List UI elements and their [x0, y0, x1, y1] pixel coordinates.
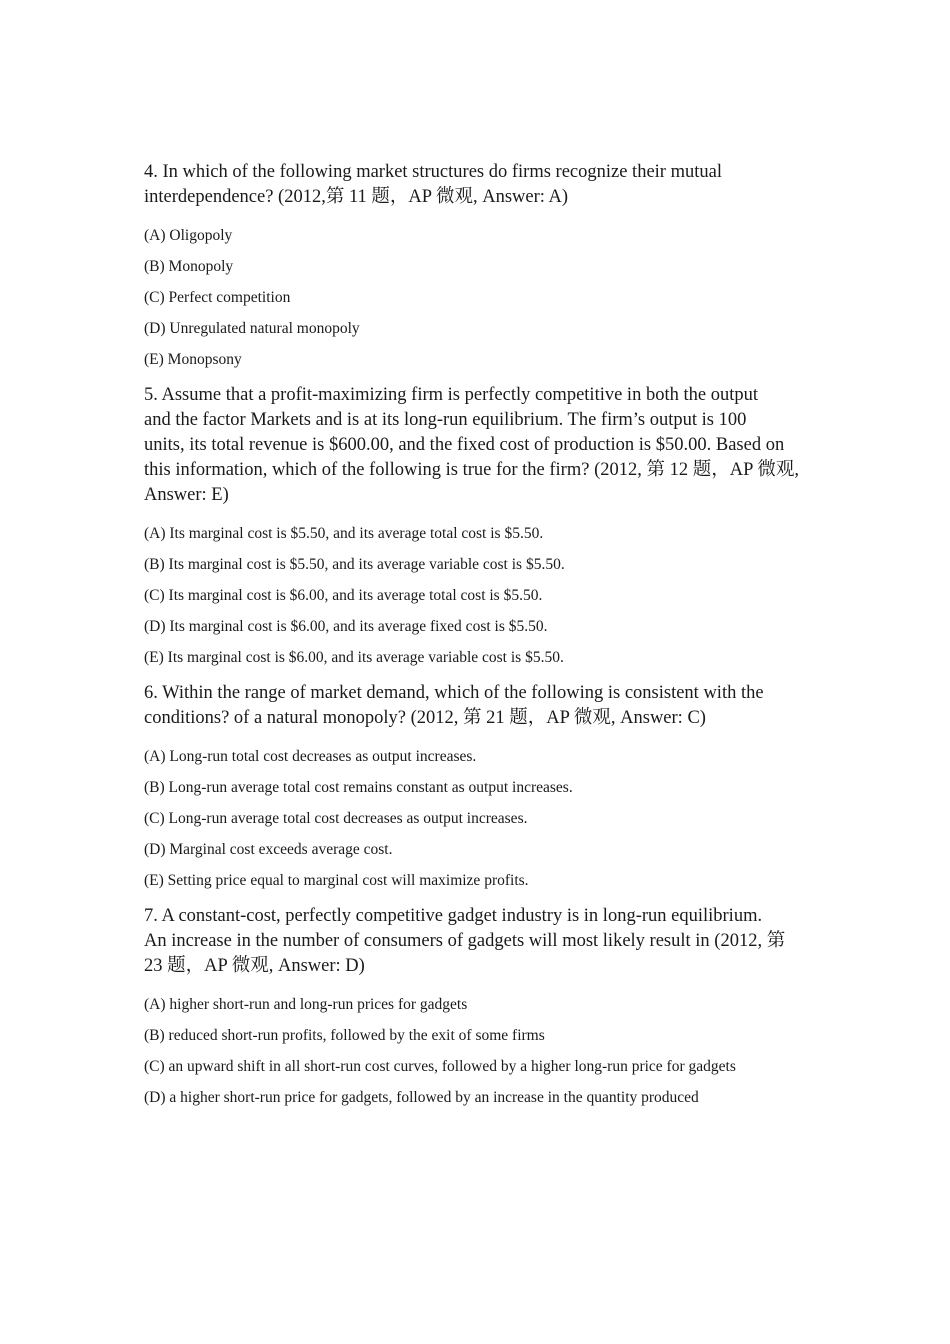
option-d: (D) Unregulated natural monopoly	[144, 320, 360, 337]
stem-line: this information, which of the following is true for the firm? (2012, 第 12 题，AP 微观,	[144, 460, 799, 480]
question-7-stem	[144, 904, 814, 979]
option-c: (C) Its marginal cost is $6.00, and its average total cost is $5.50.	[144, 587, 543, 604]
question-7-options	[144, 995, 814, 1107]
stem-line: and the factor Markets and is at its long-run equilibrium. The firm’s output is 100	[144, 410, 747, 430]
option-e: (E) Setting price equal to marginal cost will maximize profits.	[144, 872, 529, 889]
stem-line: 23 题，AP 微观, Answer: D)	[144, 956, 365, 976]
stem-line: An increase in the number of consumers of gadgets will most likely result in (2012, 第	[144, 931, 786, 951]
option-a: (A) Its marginal cost is $5.50, and its average total cost is $5.50.	[144, 525, 544, 542]
option-c: (C) Long-run average total cost decreases as output increases.	[144, 810, 528, 827]
question-4	[144, 160, 814, 369]
stem-line: 5. Assume that a profit-maximizing firm is perfectly competitive in both the output	[144, 385, 758, 405]
option-d: (D) Its marginal cost is $6.00, and its average fixed cost is $5.50.	[144, 618, 548, 635]
option-b: (B) Long-run average total cost remains constant as output increases.	[144, 779, 573, 796]
option-b: (B) reduced short-run profits, followed by the exit of some firms	[144, 1027, 545, 1044]
question-4-stem	[144, 160, 814, 210]
question-6	[144, 681, 814, 890]
option-e: (E) Its marginal cost is $6.00, and its average variable cost is $5.50.	[144, 649, 564, 666]
question-4-options	[144, 226, 814, 369]
option-d: (D) Marginal cost exceeds average cost.	[144, 841, 393, 858]
stem-line: conditions? of a natural monopoly? (2012, 第 21 题，AP 微观, Answer: C)	[144, 708, 706, 728]
option-c: (C) Perfect competition	[144, 289, 291, 306]
document-page	[144, 160, 814, 1119]
option-a: (A) Long-run total cost decreases as output increases.	[144, 748, 477, 765]
question-5	[144, 383, 814, 667]
option-e: (E) Monopsony	[144, 351, 242, 368]
question-6-options	[144, 747, 814, 890]
option-d: (D) a higher short-run price for gadgets, followed by an increase in the quantity produced	[144, 1089, 699, 1106]
stem-line: 4. In which of the following market structures do firms recognize their mutual	[144, 162, 722, 182]
option-b: (B) Monopoly	[144, 258, 234, 275]
option-a: (A) higher short-run and long-run prices for gadgets	[144, 996, 468, 1013]
question-6-stem	[144, 681, 814, 731]
stem-line: units, its total revenue is $600.00, and the fixed cost of production is $50.00. Based on	[144, 435, 785, 455]
stem-line: Answer: E)	[144, 485, 229, 505]
question-7	[144, 904, 814, 1107]
stem-line: 6. Within the range of market demand, which of the following is consistent with the	[144, 683, 764, 703]
option-c: (C) an upward shift in all short-run cost curves, followed by a higher long-run price for gadgets	[144, 1058, 736, 1075]
option-a: (A) Oligopoly	[144, 227, 233, 244]
stem-line: 7. A constant-cost, perfectly competitive gadget industry is in long-run equilibrium.	[144, 906, 763, 926]
question-5-stem	[144, 383, 814, 508]
stem-line: interdependence? (2012,第 11 题，AP 微观, Answer: A)	[144, 187, 569, 207]
option-b: (B) Its marginal cost is $5.50, and its average variable cost is $5.50.	[144, 556, 565, 573]
question-5-options	[144, 524, 814, 667]
